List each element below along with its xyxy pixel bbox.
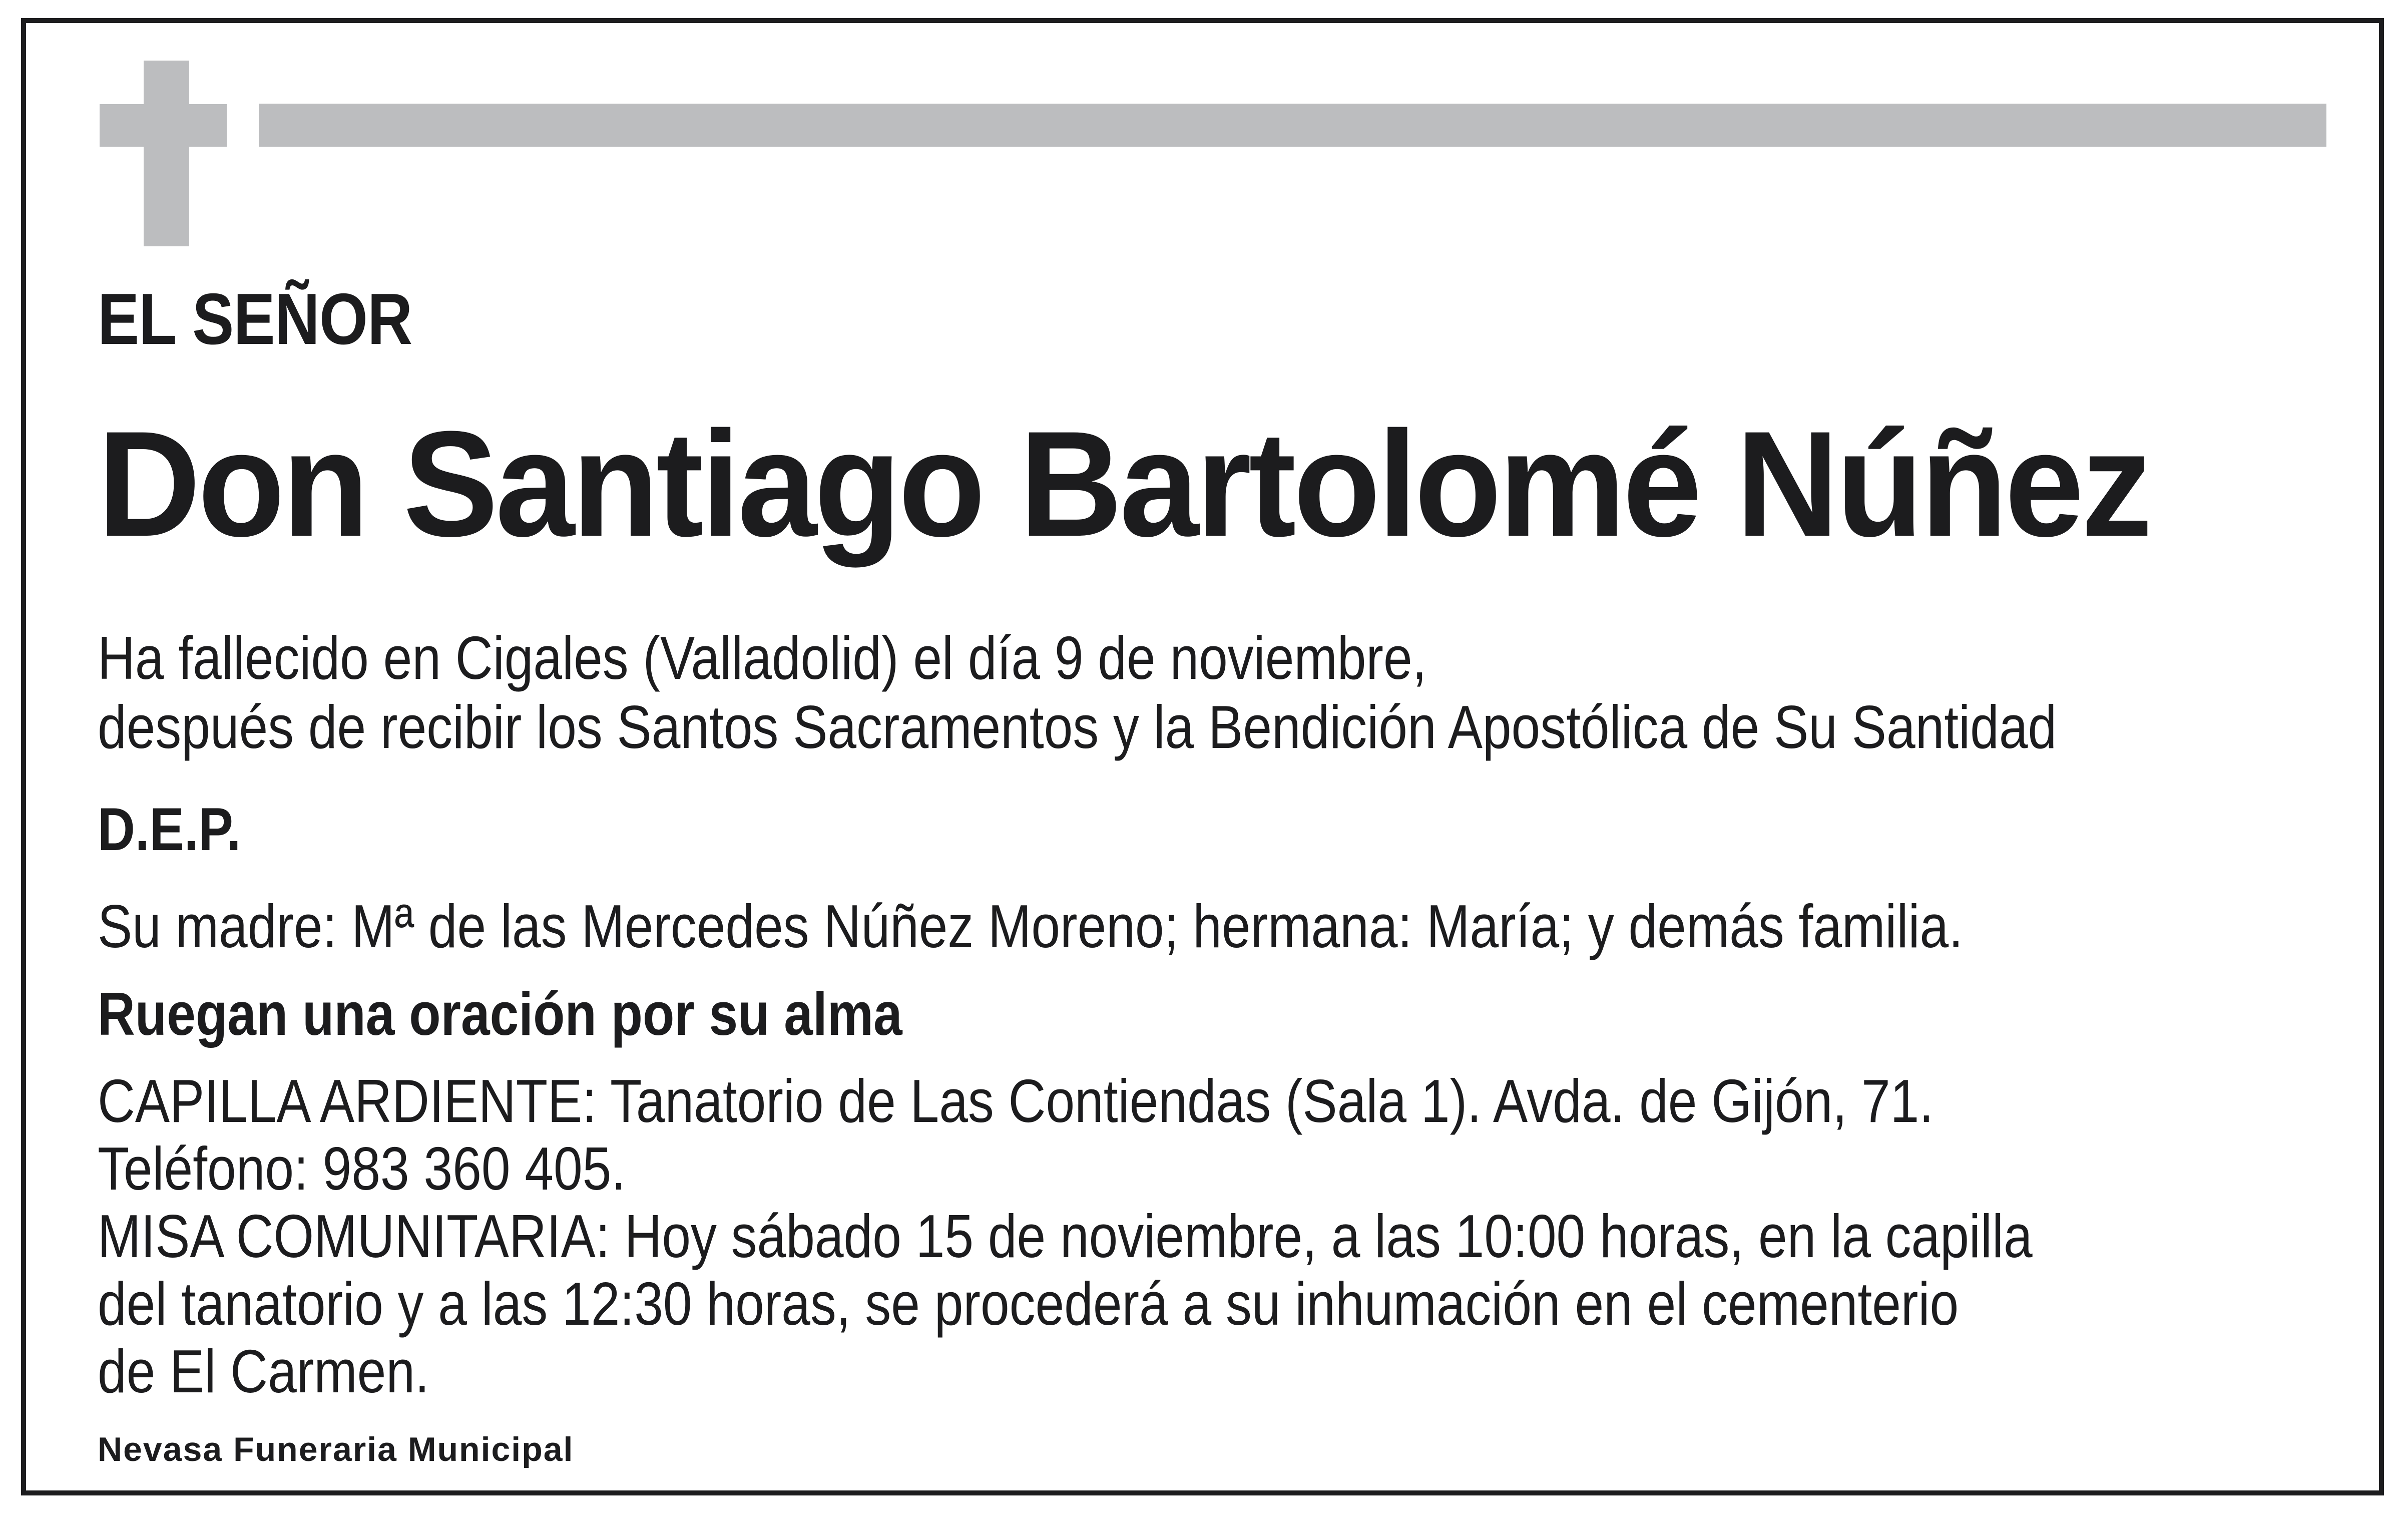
text-line: después de recibir los Santos Sacramentos y la Bendición Apostólica de Su Santidad	[98, 693, 2057, 761]
funeral-home-label: Nevasa Funeraria Municipal	[98, 1430, 574, 1468]
text-line: Ha fallecido en Cigales (Valladolid) el día 9 de noviembre,	[98, 624, 1427, 692]
cross-icon-vertical-bar	[144, 61, 189, 246]
cross-icon	[100, 61, 227, 246]
dep-label: D.E.P.	[98, 795, 241, 863]
honorific-label: EL SEÑOR	[98, 278, 412, 359]
chapel-details-paragraph	[98, 1067, 1934, 1203]
text-line: CAPILLA ARDIENTE: Tanatorio de Las Contiendas (Sala 1). Avda. de Gijón, 71.	[98, 1067, 1934, 1135]
prayer-line: Ruegan una oración por su alma	[98, 980, 902, 1048]
death-notice-paragraph	[98, 623, 2057, 761]
mass-details-paragraph	[98, 1203, 2033, 1405]
header-divider-bar	[259, 104, 2326, 147]
text-line: Teléfono: 983 360 405.	[98, 1134, 626, 1203]
text-line: del tanatorio y a las 12:30 horas, se procederá a su inhumación en el cementerio	[98, 1270, 1959, 1338]
deceased-name-title: Don Santiago Bartolomé Núñez	[98, 400, 2150, 568]
family-relatives-line: Su madre: Mª de las Mercedes Núñez Moreno; hermana: María; y demás familia.	[98, 892, 1964, 960]
text-line: MISA COMUNITARIA: Hoy sábado 15 de noviembre, a las 10:00 horas, en la capilla	[98, 1202, 2033, 1270]
obituary-frame	[21, 18, 2384, 1495]
text-line: de El Carmen.	[98, 1337, 429, 1405]
cross-icon-horizontal-bar	[100, 104, 227, 147]
